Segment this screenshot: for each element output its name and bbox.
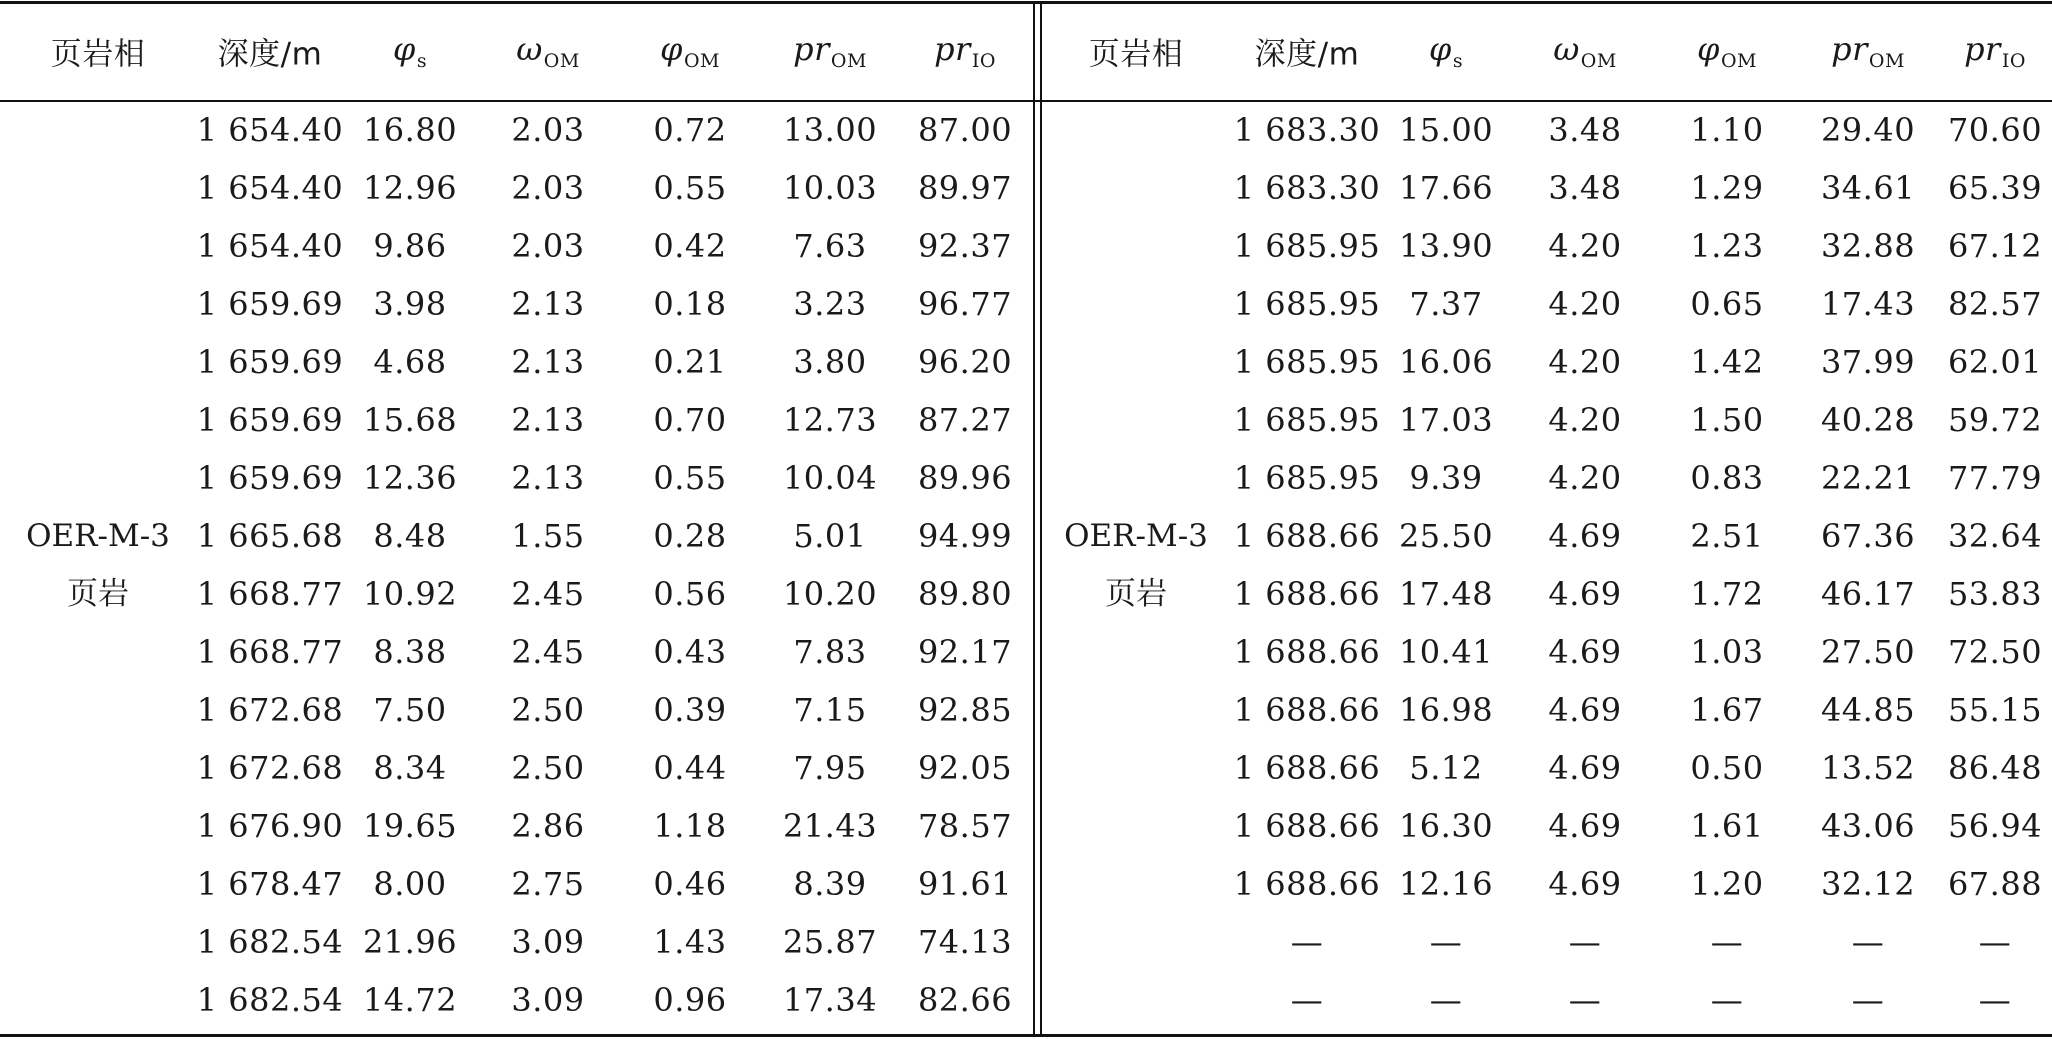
table-cell: 67.88 (1947, 865, 2043, 903)
table-cell: 92.05 (917, 749, 1013, 787)
table-cell: 4.69 (1548, 749, 1622, 787)
table-cell: 1 659.69 (196, 285, 344, 323)
table-cell: — (1978, 981, 2012, 1019)
header-phi-s (393, 30, 427, 72)
table-cell: — (1568, 981, 1602, 1019)
table-cell: 10.92 (362, 575, 458, 613)
table-cell: 3.48 (1548, 111, 1622, 149)
table-cell: 7.15 (793, 691, 867, 729)
table-cell: 5.01 (793, 517, 867, 555)
table-cell: 78.57 (917, 807, 1013, 845)
table-cell: 0.55 (653, 169, 727, 207)
table-cell: 3.09 (511, 981, 585, 1019)
table-cell: 27.50 (1820, 633, 1916, 671)
table-cell: 13.90 (1398, 227, 1494, 265)
table-cell: 4.20 (1548, 459, 1622, 497)
table-cell: — (1851, 923, 1885, 961)
table-cell: 1 678.47 (196, 865, 344, 903)
table-cell: 12.96 (362, 169, 458, 207)
table-cell: 21.43 (782, 807, 878, 845)
header-subscript: OM (543, 50, 580, 72)
table-cell: 4.69 (1548, 807, 1622, 845)
table-cell: 17.66 (1398, 169, 1494, 207)
table-cell: 16.98 (1398, 691, 1494, 729)
table-cell: 25.87 (782, 923, 878, 961)
table-cell: 53.83 (1947, 575, 2043, 613)
table-cell: 15.00 (1398, 111, 1494, 149)
table-cell: 67.12 (1947, 227, 2043, 265)
table-cell: 40.28 (1820, 401, 1916, 439)
table-cell: 17.03 (1398, 401, 1494, 439)
table-cell: 72.50 (1947, 633, 2043, 671)
table-cell: 15.68 (362, 401, 458, 439)
header-subscript: s (416, 50, 428, 72)
header-phi-s (1429, 30, 1463, 72)
table-cell: 2.51 (1690, 517, 1764, 555)
table-cell: 0.28 (653, 517, 727, 555)
table-cell: 1.61 (1690, 807, 1764, 845)
panel-divider-left (1033, 4, 1035, 1034)
table-cell: 82.66 (917, 981, 1013, 1019)
table-cell: 13.52 (1820, 749, 1916, 787)
header-subscript: OM (1720, 50, 1757, 72)
table-cell: 0.50 (1690, 749, 1764, 787)
table-cell: 87.00 (917, 111, 1013, 149)
table-cell: — (1568, 923, 1602, 961)
table-cell: 7.63 (793, 227, 867, 265)
facies-label (26, 507, 170, 623)
table-cell: 12.73 (782, 401, 878, 439)
table-cell: 0.21 (653, 343, 727, 381)
table-cell: 65.39 (1947, 169, 2043, 207)
table-cell: 32.64 (1947, 517, 2043, 555)
header-phi-om (1697, 30, 1757, 72)
table-cell: 2.45 (511, 633, 585, 671)
header-symbol: pr (1831, 30, 1868, 68)
table-cell: 13.00 (782, 111, 878, 149)
table-cell: 1.43 (653, 923, 727, 961)
table-cell: 94.99 (917, 517, 1013, 555)
table-cell: 29.40 (1820, 111, 1916, 149)
table-cell: 10.41 (1398, 633, 1494, 671)
table-cell: 2.03 (511, 169, 585, 207)
table-cell: 2.03 (511, 227, 585, 265)
table-cell: 2.50 (511, 691, 585, 729)
table-cell: — (1429, 981, 1463, 1019)
header-symbol: φ (1697, 30, 1720, 68)
header-phi-om (660, 30, 720, 72)
table-cell: 17.48 (1398, 575, 1494, 613)
table-cell: 1 672.68 (196, 691, 344, 729)
table-cell: — (1710, 923, 1744, 961)
table-cell: 3.98 (373, 285, 447, 323)
table-cell: 2.13 (511, 285, 585, 323)
table-cell: 1 688.66 (1233, 865, 1381, 903)
header-pr-om (793, 30, 867, 72)
header-pr-om (1831, 30, 1905, 72)
table-cell: 16.06 (1398, 343, 1494, 381)
header-symbol: pr (1964, 30, 2001, 68)
table-cell: 4.20 (1548, 285, 1622, 323)
table-cell: 0.46 (653, 865, 727, 903)
table-cell: 59.72 (1947, 401, 2043, 439)
table-cell: 1.23 (1690, 227, 1764, 265)
header-facies: 页岩相 (50, 36, 146, 73)
header-symbol: ω (1553, 30, 1580, 68)
table-cell: 2.13 (511, 459, 585, 497)
table-cell: 21.96 (362, 923, 458, 961)
table-cell: 7.95 (793, 749, 867, 787)
table-cell: 77.79 (1947, 459, 2043, 497)
table-cell: 1 654.40 (196, 169, 344, 207)
table-cell: 4.69 (1548, 575, 1622, 613)
table-cell: 74.13 (917, 923, 1013, 961)
table-cell: 32.88 (1820, 227, 1916, 265)
table-cell: 1 688.66 (1233, 517, 1381, 555)
table-cell: 1.03 (1690, 633, 1764, 671)
table-cell: 37.99 (1820, 343, 1916, 381)
table-cell: 5.12 (1409, 749, 1483, 787)
table-cell: 62.01 (1947, 343, 2043, 381)
facies-name: 页岩 (1105, 576, 1167, 612)
header-depth: 深度/m (1254, 36, 1360, 73)
table-cell: 2.13 (511, 401, 585, 439)
header-w-om (516, 30, 580, 72)
top-rule (0, 1, 2052, 4)
table-cell: 1 654.40 (196, 227, 344, 265)
table-cell: 1 683.30 (1233, 111, 1381, 149)
table-cell: 4.68 (373, 343, 447, 381)
table-cell: 3.80 (793, 343, 867, 381)
header-subscript: IO (971, 50, 996, 72)
table-cell: 1 682.54 (196, 981, 344, 1019)
table-cell: 1.67 (1690, 691, 1764, 729)
table-cell: 4.69 (1548, 633, 1622, 671)
table-cell: 44.85 (1820, 691, 1916, 729)
table-cell: 1 665.68 (196, 517, 344, 555)
table-cell: 1 659.69 (196, 459, 344, 497)
table-cell: 2.86 (511, 807, 585, 845)
header-symbol: pr (793, 30, 830, 68)
table-cell: 3.48 (1548, 169, 1622, 207)
table-cell: 4.69 (1548, 517, 1622, 555)
table-cell: 86.48 (1947, 749, 2043, 787)
table-cell: 89.96 (917, 459, 1013, 497)
table-cell: 0.70 (653, 401, 727, 439)
table-cell: 1 682.54 (196, 923, 344, 961)
table-cell: 0.44 (653, 749, 727, 787)
table-cell: — (1290, 923, 1324, 961)
bottom-rule (0, 1034, 2052, 1037)
table-cell: 1 685.95 (1233, 459, 1381, 497)
table-cell: 1 659.69 (196, 343, 344, 381)
table-cell: 0.55 (653, 459, 727, 497)
table-cell: 16.80 (362, 111, 458, 149)
header-pr-io (934, 30, 996, 72)
header-facies: 页岩相 (1088, 36, 1184, 73)
table-cell: 92.85 (917, 691, 1013, 729)
table-cell: 1 676.90 (196, 807, 344, 845)
header-subscript: IO (2001, 50, 2026, 72)
table-cell: 0.83 (1690, 459, 1764, 497)
table-cell: 1.72 (1690, 575, 1764, 613)
panel-divider-right (1040, 4, 1042, 1034)
table-cell: 25.50 (1398, 517, 1494, 555)
table-cell: 96.77 (917, 285, 1013, 323)
table-cell: 1.55 (511, 517, 585, 555)
table-cell: 1.10 (1690, 111, 1764, 149)
table-cell: 0.39 (653, 691, 727, 729)
table-cell: 89.80 (917, 575, 1013, 613)
table-cell: 92.37 (917, 227, 1013, 265)
table-cell: 1 654.40 (196, 111, 344, 149)
table-cell: 8.00 (373, 865, 447, 903)
table-cell: 1.50 (1690, 401, 1764, 439)
header-symbol: ω (516, 30, 543, 68)
table-cell: — (1429, 923, 1463, 961)
table-cell: 1 672.68 (196, 749, 344, 787)
table-cell: 34.61 (1820, 169, 1916, 207)
table-cell: 2.13 (511, 343, 585, 381)
table-cell: 1 668.77 (196, 633, 344, 671)
table-cell: 56.94 (1947, 807, 2043, 845)
table-cell: 1 685.95 (1233, 401, 1381, 439)
table-cell: 4.20 (1548, 343, 1622, 381)
table-cell: 14.72 (362, 981, 458, 1019)
table-cell: 3.23 (793, 285, 867, 323)
header-pr-io (1964, 30, 2026, 72)
header-symbol: φ (392, 30, 416, 68)
table-cell: 0.72 (653, 111, 727, 149)
table-cell: 1 668.77 (196, 575, 344, 613)
header-subscript: OM (683, 50, 720, 72)
table-cell: 4.69 (1548, 691, 1622, 729)
table-cell: 91.61 (917, 865, 1013, 903)
table-cell: 1.18 (653, 807, 727, 845)
table-cell: 2.75 (511, 865, 585, 903)
table-cell: — (1710, 981, 1744, 1019)
table-cell: 9.39 (1409, 459, 1483, 497)
table-cell: 3.09 (511, 923, 585, 961)
table-cell: 1 688.66 (1233, 633, 1381, 671)
table-cell: 0.42 (653, 227, 727, 265)
table-cell: 22.21 (1820, 459, 1916, 497)
header-subscript: OM (830, 50, 867, 72)
table-cell: 17.43 (1820, 285, 1916, 323)
table-cell: 16.30 (1398, 807, 1494, 845)
table-cell: 7.50 (373, 691, 447, 729)
facies-code: OER-M-3 (1064, 518, 1208, 554)
table-cell: 89.97 (917, 169, 1013, 207)
header-subscript: OM (1868, 50, 1905, 72)
table-cell: 0.65 (1690, 285, 1764, 323)
table-cell: 92.17 (917, 633, 1013, 671)
header-depth: 深度/m (217, 36, 323, 73)
table-cell: 1.42 (1690, 343, 1764, 381)
table-cell: 10.20 (782, 575, 878, 613)
table-cell: 1 685.95 (1233, 227, 1381, 265)
table-cell: 8.38 (373, 633, 447, 671)
table-cell: 1 685.95 (1233, 285, 1381, 323)
table-cell: 96.20 (917, 343, 1013, 381)
table-cell: 7.83 (793, 633, 867, 671)
table-cell: 87.27 (917, 401, 1013, 439)
table-cell: 7.37 (1409, 285, 1483, 323)
table-cell: 4.20 (1548, 227, 1622, 265)
table-cell: 1 688.66 (1233, 807, 1381, 845)
table-cell: 0.43 (653, 633, 727, 671)
table-cell: 9.86 (373, 227, 447, 265)
table-cell: 1 688.66 (1233, 749, 1381, 787)
table-cell: 1.20 (1690, 865, 1764, 903)
table-cell: 2.45 (511, 575, 585, 613)
table-cell: — (1978, 923, 2012, 961)
header-symbol: φ (1428, 30, 1452, 68)
table-cell: 10.04 (782, 459, 878, 497)
header-symbol: pr (934, 30, 971, 68)
table-cell: — (1290, 981, 1324, 1019)
table-cell: 19.65 (362, 807, 458, 845)
table-cell: 17.34 (782, 981, 878, 1019)
table-cell: 8.39 (793, 865, 867, 903)
table-cell: 46.17 (1820, 575, 1916, 613)
table-cell: 43.06 (1820, 807, 1916, 845)
header-rule (0, 100, 2052, 102)
table-cell: 0.56 (653, 575, 727, 613)
header-subscript: OM (1580, 50, 1617, 72)
table-cell: 10.03 (782, 169, 878, 207)
table-cell: 1 659.69 (196, 401, 344, 439)
facies-label (1064, 507, 1208, 623)
table-cell: 1 688.66 (1233, 575, 1381, 613)
table-cell: 0.18 (653, 285, 727, 323)
table-cell: 1 685.95 (1233, 343, 1381, 381)
table-cell: 1 683.30 (1233, 169, 1381, 207)
table-cell: 70.60 (1947, 111, 2043, 149)
table-cell: 55.15 (1947, 691, 2043, 729)
table-cell: — (1851, 981, 1885, 1019)
table-cell: 12.36 (362, 459, 458, 497)
header-subscript: s (1452, 50, 1464, 72)
header-w-om (1553, 30, 1617, 72)
table-cell: 2.50 (511, 749, 585, 787)
table-cell: 8.34 (373, 749, 447, 787)
table-cell: 2.03 (511, 111, 585, 149)
table-cell: 67.36 (1820, 517, 1916, 555)
table-cell: 82.57 (1947, 285, 2043, 323)
table-cell: 4.69 (1548, 865, 1622, 903)
facies-code: OER-M-3 (26, 518, 170, 554)
table-cell: 12.16 (1398, 865, 1494, 903)
table-cell: 8.48 (373, 517, 447, 555)
table-cell: 4.20 (1548, 401, 1622, 439)
header-symbol: φ (660, 30, 683, 68)
table-cell: 0.96 (653, 981, 727, 1019)
table-cell: 1.29 (1690, 169, 1764, 207)
table-cell: 1 688.66 (1233, 691, 1381, 729)
table-cell: 32.12 (1820, 865, 1916, 903)
facies-name: 页岩 (67, 576, 129, 612)
